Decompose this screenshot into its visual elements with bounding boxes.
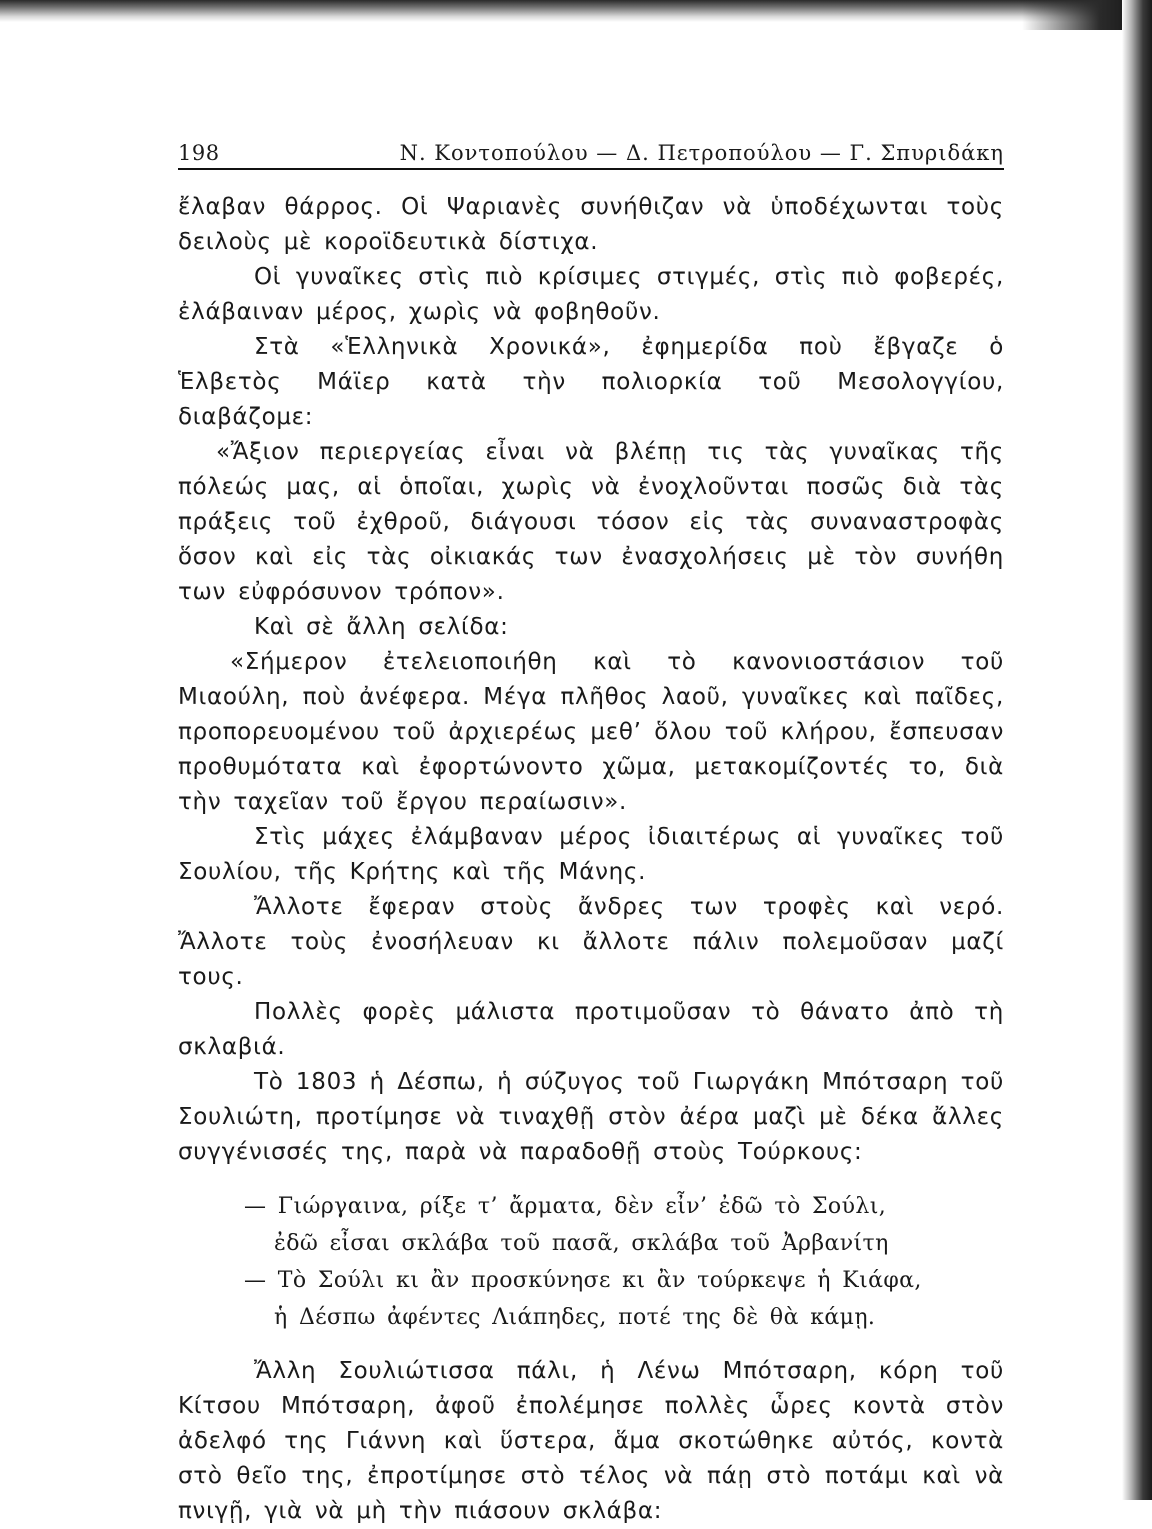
running-head: Ν. Κοντοπούλου — Δ. Πετροπούλου — Γ. Σπυριδάκη [399,141,1004,165]
poem-line: — Τὸ Σούλι κι ἂν προσκύνησε κι ἂν τούρκεψε ἡ Κιάφα, [244,1268,922,1293]
page-body [178,190,1004,1529]
paragraph-battles: Στὶς μάχες ἐλάμβαναν μέρος ἰδιαιτέρως αἱ γυναῖκες τοῦ Σουλίου, τῆς Κρήτης καὶ τῆς Μάνης. [178,824,1004,885]
paragraph-another-page: Καὶ σὲ ἄλλη σελίδα: [254,614,509,640]
paragraph-death-over-slavery: Πολλὲς φορὲς μάλιστα προτιμοῦσαν τὸ θάνατο ἀπὸ τὴ σκλαβιά. [178,999,1004,1060]
scan-edge-right [1122,0,1152,1500]
paragraph-despo-1803: Τὸ 1803 ἡ Δέσπω, ἡ σύζυγος τοῦ Γιωργάκη Μπότσαρη τοῦ Σουλιώτη, προτίμησε νὰ τιναχθῇ στὸν ἀέρα μαζὶ μὲ δέκα ἄλλες συγγένισσές της, παρὰ νὰ παραδοθῇ στοὺς Τούρκους: [178,1069,1004,1165]
quote-newspaper-2: «Σήμερον ἐτελειοποιήθη καὶ τὸ κανονιοστάσιον τοῦ Μιαούλη, ποὺ ἀνέφερα. Μέγα πλῆθος λαοῦ, γυναῖκες καὶ παῖδες, προπορευομένου τοῦ ἀρχιερέως μεθ’ ὅλου τοῦ κλήρου, ἔσπευσαν προθυμότατα καὶ ἐφορτώνοντο χῶμα, μετακομίζοντές το, διὰ τὴν ταχεῖαν τοῦ ἔργου περαίωσιν». [178,649,1004,815]
poem-line: ἡ Δέσπω ἀφέντες Λιάπηδες, ποτέ της δὲ θὰ κάμῃ. [274,1305,876,1330]
quote-newspaper-1: «Ἄξιον περιεργείας εἶναι νὰ βλέπῃ τις τὰς γυναῖκας τῆς πόλεώς μας, αἱ ὁποῖαι, χωρὶς νὰ ἐνοχλοῦνται ποσῶς διὰ τὰς πράξεις τοῦ ἐχθροῦ, διάγουσι τόσον εἰς τὰς συναναστροφὰς ὅσον καὶ εἰς τὰς οἰκιακάς των ἐνασχολήσεις μὲ τὸν συνήθη των εὐφρόσυνον τρόπον». [178,439,1004,605]
paragraph-women-moments: Οἱ γυναῖκες στὶς πιὸ κρίσιμες στιγμές, στὶς πιὸ φοβερές, ἐλάβαιναν μέρος, χωρὶς νὰ φοβηθοῦν. [178,264,1004,325]
paragraph-leno-botsari: Ἄλλη Σουλιώτισσα πάλι, ἡ Λένω Μπότσαρη, κόρη τοῦ Κίτσου Μπότσαρη, ἀφοῦ ἐπολέμησε πολλὲς ὧρες κοντὰ στὸν ἀδελφό της Γιάννη καὶ ὕστερα, ἅμα σκοτώθηκε αὐτός, κοντὰ στὸ θεῖο της, ἐπροτίμησε στὸ τέλος νὰ πάῃ στὸ ποτάμι καὶ νὰ πνιγῇ, γιὰ νὰ μὴ τὴν πιάσουν σκλάβα: [178,1358,1004,1524]
page-number: 198 [178,141,220,165]
paragraph-food-water: Ἄλλοτε ἔφεραν στοὺς ἄνδρες των τροφὲς καὶ νερό. Ἄλλοτε τοὺς ἐνοσήλευαν κι ἄλλοτε πάλιν πολεμοῦσαν μαζί τους. [178,894,1004,990]
paragraph-newspaper-intro: Στὰ «Ἑλληνικὰ Χρονικά», ἐφημερίδα ποὺ ἔβγαζε ὁ Ἑλβετὸς Μάϊερ κατὰ τὴν πολιορκία τοῦ Μεσολογγίου, διαβάζομε: [178,334,1004,430]
book-page [178,138,1004,1529]
scan-edge-top [0,0,1152,22]
folk-song [244,1188,1004,1336]
page-header [178,138,1004,170]
poem-line: ἐδῶ εἶσαι σκλάβα τοῦ πασᾶ, σκλάβα τοῦ Ἀρβανίτη [274,1231,889,1256]
poem-line: — Γιώργαινα, ρίξε τ’ ἄρματα, δὲν εἶν’ ἐδῶ τὸ Σούλι, [244,1194,887,1219]
paragraph-continuation: ἔλαβαν θάρρος. Οἱ Ψαριανὲς συνήθιζαν νὰ ὑποδέχωνται τοὺς δειλοὺς μὲ κοροϊδευτικὰ δίστιχα. [178,194,1004,255]
